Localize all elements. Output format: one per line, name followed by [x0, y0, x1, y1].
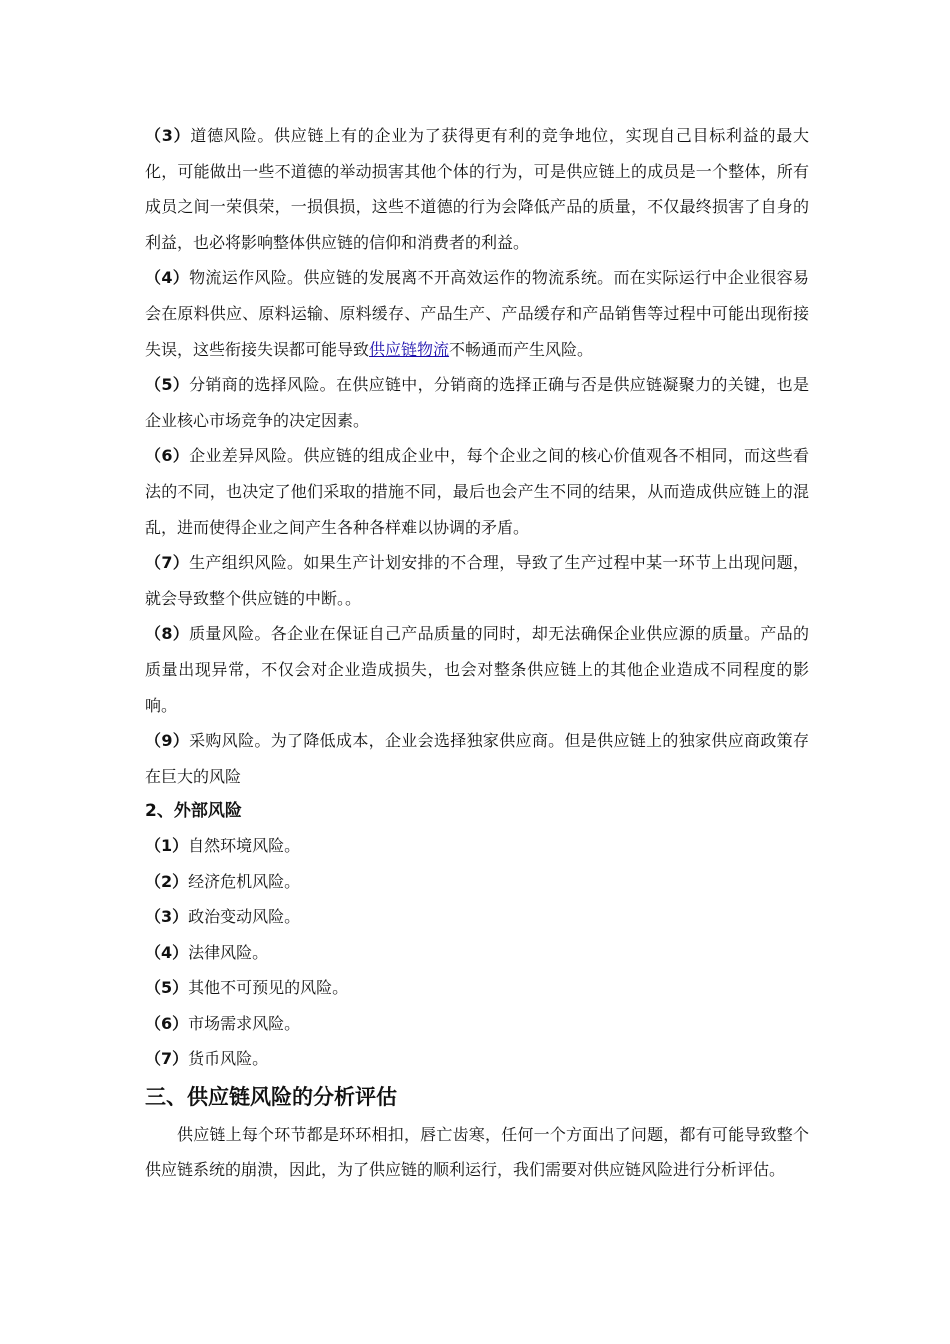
paragraph-text: 道德风险。供应链上有的企业为了获得更有利的竞争地位，实现自己目标利益的最大化，可能做出一些不道德的举动损害其他个体的行为，可是供应链上的成员是一个整体，所有成员之间一荣俱荣，一损俱损，这些不道德的行为会降低产品的质量，不仅最终损害了自身的利益，也必将影响整体供应链的信仰和消费者的利益。: [145, 126, 809, 252]
paragraph-text: 企业差异风险。供应链的组成企业中，每个企业之间的核心价值观各不相同，而这些看法的不同，也决定了他们采取的措施不同，最后也会产生不同的结果，从而造成供应链上的混乱，进而使得企业之间产生各种各样难以协调的矛盾。: [145, 446, 809, 537]
item-number: （7）: [145, 553, 190, 573]
paragraph-text: 质量风险。各企业在保证自己产品质量的同时，却无法确保企业供应源的质量。产品的质量出现异常，不仅会对企业造成损失，也会对整条供应链上的其他企业造成不同程度的影响。: [145, 624, 809, 715]
list-item: [145, 1041, 809, 1077]
item-number: （6）: [145, 1013, 189, 1033]
paragraph-moral-risk: [145, 118, 809, 260]
paragraph-text: 不畅通而产生风险。: [449, 339, 594, 359]
list-item-text: 市场需求风险。: [188, 1013, 301, 1033]
item-number: （4）: [145, 268, 190, 288]
paragraph-distributor-risk: [145, 367, 809, 438]
list-item: [145, 970, 809, 1006]
list-item: [145, 935, 809, 971]
item-number: （6）: [145, 446, 190, 466]
item-number: （3）: [145, 126, 191, 145]
list-item-text: 自然环境风险。: [188, 836, 301, 856]
item-number: （5）: [145, 375, 190, 395]
paragraph-production-risk: [145, 545, 809, 616]
item-number: （2）: [145, 871, 189, 891]
paragraph-logistics-risk: [145, 260, 809, 367]
external-risk-heading: 2、外部风险: [145, 801, 242, 822]
list-item: [145, 1006, 809, 1042]
paragraph-text: 物流运作风险。供应链的发展离不开高效运作的物流系统。而在实际运行中企业很容易会在原料供应、原料运输、原料缓存、产品生产、产品缓存和产品销售等过程中可能出现衔接失误，这些衔接失误都可能导致: [145, 268, 809, 359]
item-number: （5）: [145, 978, 189, 998]
item-number: （8）: [145, 624, 190, 644]
list-item-text: 法律风险。: [188, 942, 269, 962]
paragraph-text: 采购风险。为了降低成本，企业会选择独家供应商。但是供应链上的独家供应商政策存在巨大的风险: [145, 731, 809, 786]
list-item: [145, 899, 809, 935]
item-number: （1）: [145, 836, 189, 856]
list-item: [145, 828, 809, 864]
document-page: [145, 118, 809, 1188]
paragraph-purchasing-risk: [145, 723, 809, 794]
item-number: （4）: [145, 942, 189, 962]
paragraph-enterprise-difference-risk: [145, 438, 809, 545]
list-item: [145, 864, 809, 900]
paragraph-text: 生产组织风险。如果生产计划安排的不合理，导致了生产过程中某一环节上出现问题，就会导致整个供应链的中断。。: [145, 553, 809, 608]
item-number: （9）: [145, 731, 190, 751]
list-item-text: 经济危机风险。: [188, 871, 301, 891]
list-item-text: 其他不可预见的风险。: [188, 978, 349, 998]
section-three-heading: 三、供应链风险的分析评估: [145, 1084, 397, 1109]
paragraph-quality-risk: [145, 616, 809, 723]
section-three-body: 供应链上每个环节都是环环相扣，唇亡齿寒，任何一个方面出了问题，都有可能导致整个供应链系统的崩溃，因此，为了供应链的顺利运行，我们需要对供应链风险进行分析评估。: [145, 1124, 809, 1180]
item-number: （7）: [145, 1049, 189, 1069]
paragraph-text: 分销商的选择风险。在供应链中，分销商的选择正确与否是供应链凝聚力的关键，也是企业核心市场竞争的决定因素。: [145, 375, 809, 430]
list-item-text: 货币风险。: [188, 1049, 269, 1069]
list-item-text: 政治变动风险。: [188, 907, 301, 927]
supply-chain-logistics-link[interactable]: 供应链物流: [369, 339, 450, 359]
item-number: （3）: [145, 907, 189, 927]
